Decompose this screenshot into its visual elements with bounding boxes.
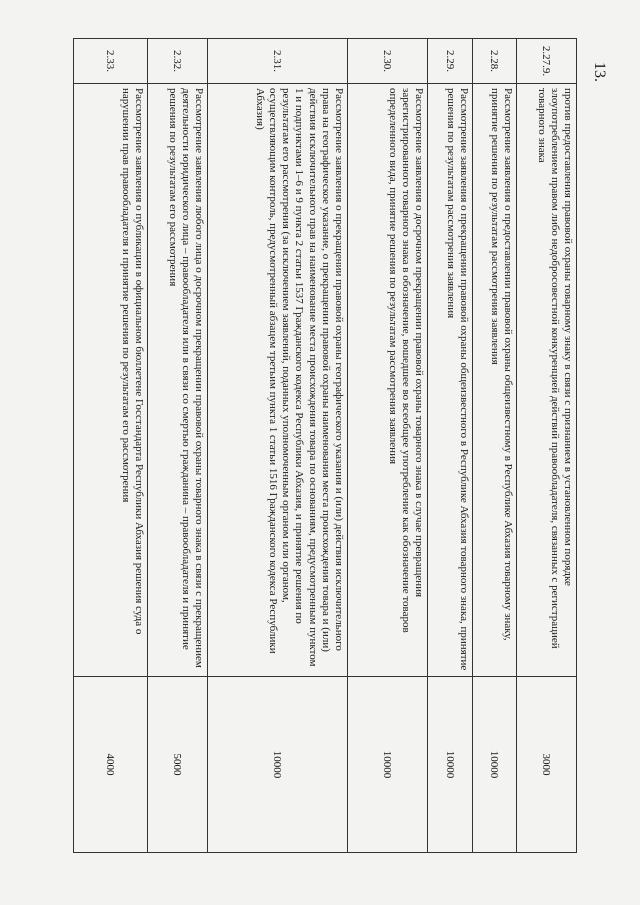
item-fee: 10000 (444, 750, 456, 779)
item-description: против предоставления правовой охраны товарному знаку в связи с признанием в установленном порядке злоупотреблением правом либо недобросовестной конкуренцией действий правообладателя, связанных с регистрацией товарного знака (517, 84, 576, 677)
item-number: 2.30. (348, 39, 427, 84)
item-fee: 3000 (540, 753, 553, 776)
item-fee: 4000 (104, 753, 117, 776)
item-number: 2.33. (74, 39, 147, 84)
table-row (427, 39, 472, 852)
item-description: Рассмотрение заявления о публикации в официальном бюллетене Госстандарта Республики Абхазия решения суда о нарушении прав правообладателя и принятие решения по результатам его рассмотрения (74, 84, 147, 677)
item-number: 2.28. (473, 39, 516, 84)
item-fee: 5000 (171, 753, 184, 776)
table-row (147, 39, 207, 852)
item-description: Рассмотрение заявления о предоставлении правовой охраны общеизвестному в Республике Абхазия товарному знаку, принятие решения по результатам рассмотрения заявления (473, 84, 516, 677)
item-fee: 10000 (381, 750, 394, 779)
fee-table (73, 38, 577, 853)
item-description: Рассмотрение заявления о прекращении правовой охраны общеизвестного в Республике Абхазия товарного знака, принятие решения по результатам рассмотрения заявления (428, 84, 472, 677)
item-description: Рассмотрение заявления о прекращении правовой охраны географического указания и (или) действия исключительного права на географическое указание, о прекращении правовой охраны наименования места происхождения товара и (или) действия исключительного прав на наименование места происхождения товара по основаниям, предусмотренным пунктом 1 и подпунктами 1–6 и 9 пункта 2 статьи 1537 Гражданского кодекса Республики Абхазия, и принятие решения по результатам его рассмотрения (за исключением заявлений, поданных уполномоченным органом или органом, осуществляющим контроль, предусмотренный абзацем третьим пункта 1 статьи 1516 Гражданского кодекса Республики Абхазия) (208, 84, 347, 677)
item-fee: 10000 (488, 750, 501, 779)
item-description: Рассмотрение заявления любого лица о досрочном прекращении правовой охраны товарного знака в связи с прекращением деятельности юридического лица – правообладателя или в связи со смертью гражданина – правообладателя и принятие решения по результатам его рассмотрения (148, 84, 207, 677)
item-fee: 10000 (271, 750, 284, 779)
table-row (207, 39, 347, 852)
table-row (472, 39, 516, 852)
item-description: Рассмотрение заявления о досрочном прекращении правовой охраны товарного знака в случае превращения зарегистрированного товарного знака в обозначение, вошедшее во всеобщее употребление как обозначение товаров определенного вида, принятие решения по результатам рассмотрения заявления (348, 84, 427, 677)
item-number: 2.31. (208, 39, 347, 84)
item-number: 2.27.9. (517, 39, 576, 84)
item-number: 2.29. (428, 39, 472, 84)
page-number: 13. (591, 62, 608, 82)
table-row (74, 39, 147, 852)
table-row (516, 39, 576, 852)
table-row (347, 39, 427, 852)
item-number: 2.32. (148, 39, 207, 84)
